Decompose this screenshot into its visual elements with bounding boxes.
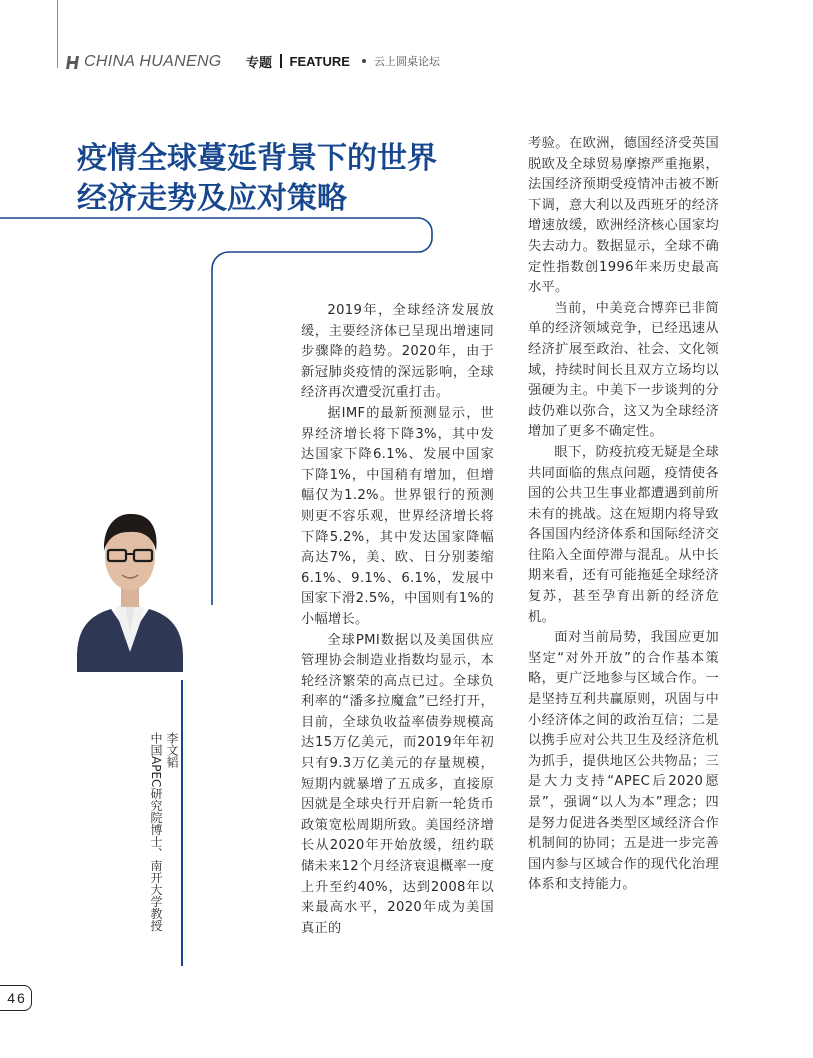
paragraph-continuation: 考验。在欧洲，德国经济受英国脱欧及全球贸易摩擦严重拖累，法国经济预期受疫情冲击被不断下调，意大利以及西班牙的经济增速放缓，欧洲经济核心国家均失去动力。数据显示，全球不确定性指数创1996年来历史最高水平。 bbox=[528, 136, 719, 296]
author-divider bbox=[181, 680, 183, 966]
paragraph: 当前，中美竞合博弈已非简单的经济领域竞争，已经迅速从经济扩展至政治、社会、文化领域，持续时间长且双方立场均以强硬为主。中美下一步谈判的分歧仍难以弥合，这又为全球经济增加了更多不确定性。 bbox=[528, 300, 719, 440]
section-subtitle: 云上圆桌论坛 bbox=[373, 55, 440, 68]
page-number: 46 bbox=[7, 990, 27, 1006]
section-feature: FEATURE bbox=[289, 53, 350, 69]
paragraph: 2019年，全球经济发展放缓，主要经济体已呈现出增速同步骤降的趋势。2020年，由于新冠肺炎疫情的深远影响，全球经济再次遭受沉重打击。 bbox=[301, 303, 494, 401]
paragraph: 面对当前局势，我国应更加坚定“对外开放”的合作基本策略，更广泛地参与区域合作。一是坚持互利共赢原则，巩固与中小经济体之间的政治互信；二是以携手应对公共卫生及经济危机为抓手，提供地区公共物品；三是大力支持“APEC后2020愿景”，强调“以人为本”理念；四是努力促进各类型区域经济合作机制间的协同；五是进一步完善国内参与区域合作的现代化治理体系和支持能力。 bbox=[528, 630, 719, 893]
paragraph: 眼下，防疫抗疫无疑是全球共同面临的焦点问题，疫情使各国的公共卫生事业都遭遇到前所未有的挑战。这在短期内将导致各国国内经济体系和国际经济交往陷入全面停滞与混乱。从中长期来看，还有可能拖延全球经济复苏，甚至孕育出新的经济危机。 bbox=[528, 444, 719, 625]
article-column-1 bbox=[301, 301, 494, 939]
author-photo bbox=[77, 487, 183, 672]
article-column-2 bbox=[528, 134, 719, 896]
paragraph: 全球PMI数据以及美国供应管理协会制造业指数均显示，本轮经济繁荣的高点已过。全球负利率的“潘多拉魔盒”已经打开，目前，全球负收益率债券规模高达15万亿美元，而2019年年初只有9.3万亿美元的存量规模，短期内就暴增了五成多，直接原因就是全球央行开启新一轮货币政策宽松周期所致。美国经济增长从2020年开始放缓，纽约联储未来12个月经济衰退概率一度上升至约40%，达到2008年以来最高水平，2020年成为美国真正的 bbox=[301, 632, 494, 936]
brand-name: CHINA HUANENG bbox=[84, 53, 222, 70]
section-topic: 专题 bbox=[246, 55, 273, 71]
article-title: 疫情全球蔓延背景下的世界经济走势及应对策略 bbox=[77, 141, 437, 216]
author-affiliation: 中国APEC研究院博士、南开大学教授 bbox=[149, 732, 163, 932]
author-caption bbox=[148, 732, 180, 962]
paragraph: 据IMF的最新预测显示，世界经济增长将下降3%，其中发达国家下降6.1%、发展中国家下降1%，中国稍有增加，但增幅仅为1.2%。世界银行的预测则更不容乐观，世界经济增长将下降5.2%，其中发达国家降幅高达7%，美、欧、日分别萎缩6.1%、9.1%、6.1%，发展中国家下滑2.5%，中国则有1%的小幅增长。 bbox=[301, 405, 494, 627]
author-name: 李文韬 bbox=[165, 732, 179, 768]
